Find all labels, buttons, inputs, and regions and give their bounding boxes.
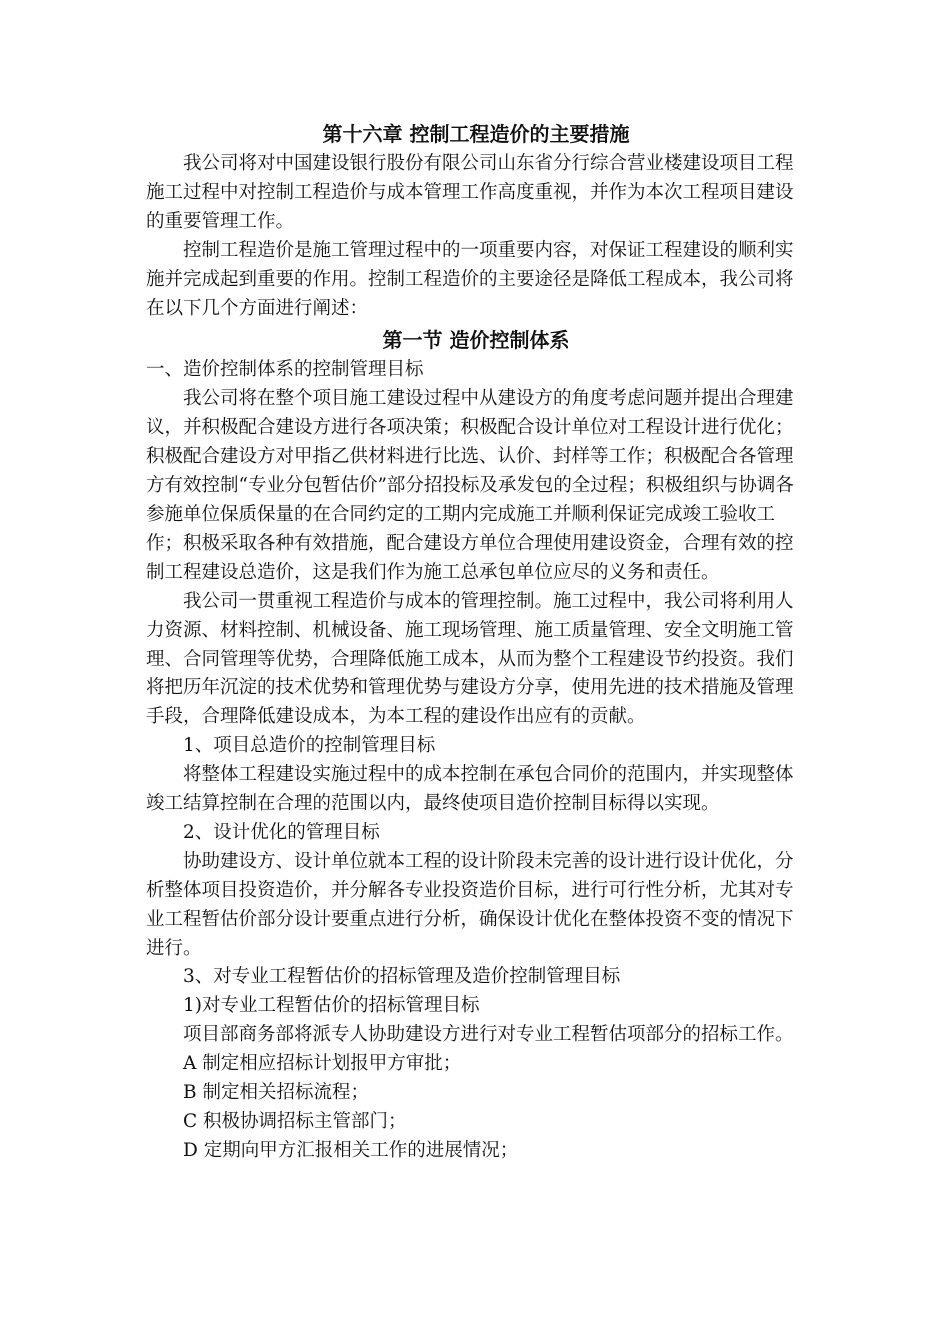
item-2-text: 协助建设方、设计单位就本工程的设计阶段未完善的设计进行设计优化，分析整体项目投资造价，并分解各专业投资造价目标，进行可行性分析，尤其对专业工程暂估价部分设计要重点进行分析，确保设计优化在整体投资不变的情况下进行。	[146, 850, 794, 959]
intro-paragraph-2: 控制工程造价是施工管理过程中的一项重要内容，对保证工程建设的顺利实施并完成起到重要的作用。控制工程造价的主要途径是降低工程成本，我公司将在以下几个方面进行阐述：	[146, 239, 794, 319]
item-2-heading: 2、设计优化的管理目标	[183, 821, 380, 843]
item-1-heading: 1、项目总造价的控制管理目标	[183, 735, 436, 757]
list-item-d: D 定期向甲方汇报相关工作的进展情况；	[183, 1139, 519, 1161]
intro-paragraph-1: 我公司将对中国建设银行股份有限公司山东省分行综合营业楼建设项目工程施工过程中对控制工程造价与成本管理工作高度重视，并作为本次工程项目建设的重要管理工作。	[146, 153, 794, 232]
document-body	[146, 118, 806, 1166]
paragraph-1: 我公司将在整个项目施工建设过程中从建设方的角度考虑问题并提出合理建议，并积极配合建设方进行各项决策；积极配合设计单位对工程设计进行优化；积极配合建设方对甲指乙供材料进行比选、认价、封样等工作；积极配合各管理方有效控制“专业分包暂估价”部分招投标及承发包的全过程；积极组织与协调各参施单位保质保量的在合同约定的工期内完成施工并顺利保证完成竣工验收工作；积极采取各种有效措施，配合建设方单位合理使用建设资金，合理有效的控制工程建设总造价，这是我们作为施工总承包单位应尽的义务和责任。	[146, 388, 794, 583]
item-3-1-heading: 1)对专业工程暂估价的招标管理目标	[183, 995, 480, 1017]
heading-1: 一、造价控制体系的控制管理目标	[146, 359, 424, 381]
section-title: 第一节 造价控制体系	[382, 328, 570, 353]
list-item-b: B 制定相关招标流程；	[183, 1082, 369, 1104]
paragraph-2: 我公司一贯重视工程造价与成本的管理控制。施工过程中，我公司将利用人力资源、材料控制、机械设备、施工现场管理、施工质量管理、安全文明施工管理、合同管理等优势，合理降低施工成本，从而为整个工程建设节约投资。我们将把历年沉淀的技术优势和管理优势与建设方分享，使用先进的技术措施及管理手段，合理降低建设成本，为本工程的建设作出应有的贡献。	[146, 590, 794, 728]
item-3-1-text: 项目部商务部将派专人协助建设方进行对专业工程暂估项部分的招标工作。	[183, 1024, 794, 1046]
list-item-c: C 积极协调招标主管部门；	[183, 1111, 407, 1132]
item-3-heading: 3、对专业工程暂估价的招标管理及造价控制管理目标	[183, 966, 621, 988]
list-item-a: A 制定相应招标计划报甲方审批；	[183, 1053, 462, 1075]
chapter-title: 第十六章 控制工程造价的主要措施	[322, 122, 630, 146]
item-1-text: 将整体工程建设实施过程中的成本控制在承包合同价的范围内，并实现整体竣工结算控制在合理的范围以内，最终使项目造价控制目标得以实现。	[146, 764, 794, 815]
